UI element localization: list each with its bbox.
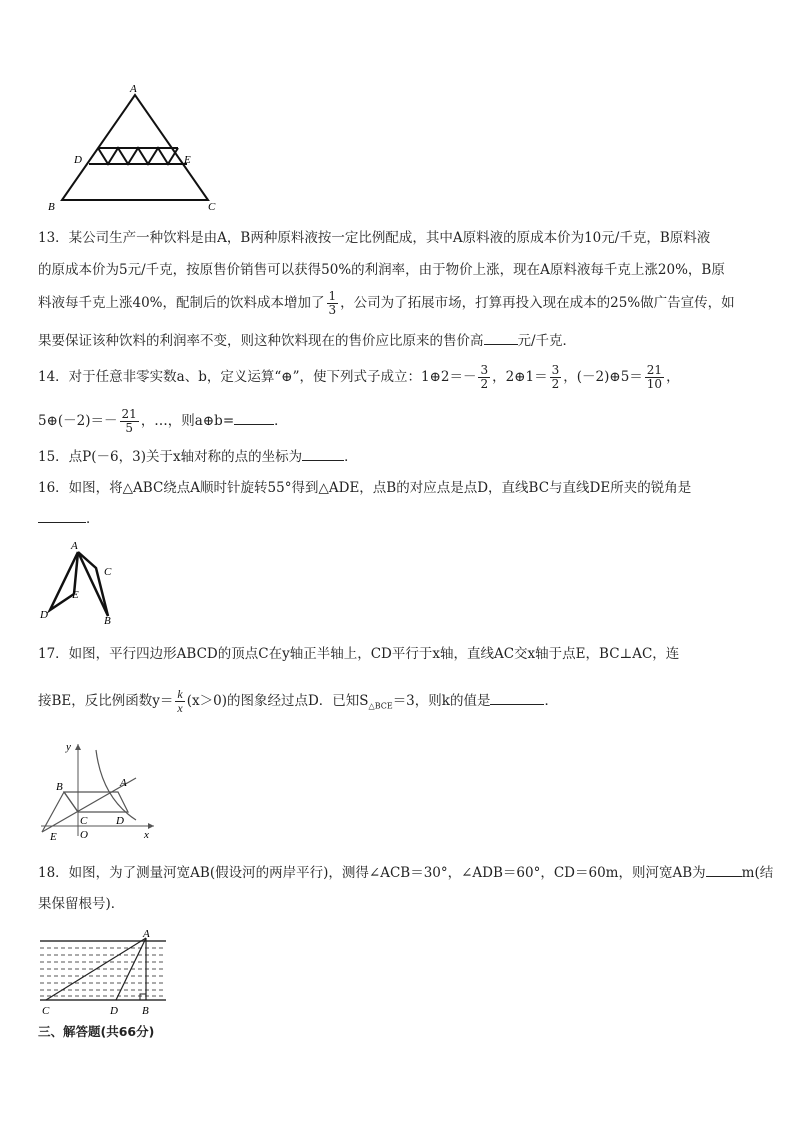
q14-part4: ， [666,369,680,385]
river-label-d: D [110,1005,118,1017]
q14-line2b: ，…，则a⊕b= [140,413,235,429]
q14-end: ． [274,413,288,429]
q13-line4b: 元/千克． [517,333,577,349]
q13-line3a: 料液每千克上涨40%，配制后的饮料成本增加了 [38,295,325,311]
q15-text: 15．点P(－6，3)关于x轴对称的点的坐标为 [38,449,303,465]
q14-fraction3: $\frac{21}{10}$ [646,363,663,391]
triangle-label-e: E [184,154,191,166]
coord-label-y: y [66,741,71,753]
q17-end: ． [544,693,558,709]
q16-line2 [38,508,100,529]
rotation-label-b: B [104,615,111,627]
q13-line4a: 果要保证该种饮料的利润率不变，则这种饮料现在的售价应比原来的售价高 [38,333,484,349]
q14-part2: ，2⊕1＝ [492,369,548,385]
q17-subscript: △BCE [368,701,393,711]
coordinate-figure [36,736,166,844]
q17-fraction: $\frac{k}{x}$ [177,687,183,715]
q13-line3 [38,290,735,317]
q17-line2c: ＝3，则k的值是 [392,693,491,709]
river-label-b: B [142,1005,149,1017]
q14-part1: 14．对于任意非零实数a、b，定义运算“⊕”，使下列式子成立：1⊕2＝－ [38,369,477,385]
river-figure [38,928,170,1016]
q15-line [38,446,358,467]
q13-answer-blank[interactable] [484,330,518,345]
q18-line1 [38,862,773,883]
triangle-label-c: C [208,201,216,213]
q18-line2: 果保留根号)． [38,896,125,912]
rotation-label-d: D [40,609,48,621]
q14-part3: ，(－2)⊕5＝ [563,369,643,385]
q17-line2a: 接BE，反比例函数y＝ [38,693,174,709]
triangle-figure [40,80,230,215]
q17-line2 [38,688,558,717]
q14-fraction4: $\frac{21}{5}$ [121,407,137,435]
q15-answer-blank[interactable] [302,446,344,461]
coord-label-c: C [80,815,88,827]
coord-label-a: A [120,777,127,789]
rotation-label-c: C [104,566,112,578]
coord-label-d: D [116,815,124,827]
rotation-figure [36,538,126,628]
triangle-label-a: A [130,83,137,95]
q15-end: ． [344,449,358,465]
section-heading: 三、解答题(共66分) [38,1024,155,1039]
rotation-label-a: A [71,540,78,552]
q14-answer-blank[interactable] [234,410,274,425]
q16-answer-blank[interactable] [38,508,86,523]
q17-line2b: (x＞0)的图象经过点D．已知S [186,693,369,709]
rotation-label-e: E [72,589,79,601]
river-label-a: A [143,928,150,940]
q14-fraction1: $\frac{3}{2}$ [480,363,489,391]
coord-label-e: E [50,831,57,843]
coord-label-o: O [80,829,88,841]
q14-line1 [38,364,680,391]
triangle-label-d: D [74,154,82,166]
q13-fraction: $\frac{1}{3}$ [328,289,337,317]
coord-label-x: x [144,829,149,841]
q13-line1: 13．某公司生产一种饮料是由A，B两种原料液按一定比例配成，其中A原料液的原成本价为10元/千克，B原料液 [38,230,711,246]
q18-line1b: m(结 [741,865,774,881]
river-label-c: C [42,1005,50,1017]
q14-line2 [38,408,288,435]
q13-line4 [38,330,576,351]
coord-label-b: B [56,781,63,793]
q16-end: ． [86,511,100,527]
q17-line1: 17．如图，平行四边形ABCD的顶点C在y轴正半轴上，CD平行于x轴，直线AC交x轴于点E，BC⊥AC，连 [38,646,680,662]
q14-line2a: 5⊕(－2)＝－ [38,413,118,429]
q17-answer-blank[interactable] [490,690,544,705]
q13-line3b: ，公司为了拓展市场，打算再投入现在成本的25%做广告宣传，如 [340,295,735,311]
q18-answer-blank[interactable] [706,862,742,877]
triangle-label-b: B [48,201,55,213]
q18-line1a: 18．如图，为了测量河宽AB(假设河的两岸平行)，测得∠ACB＝30°，∠ADB＝60°，CD＝60m，则河宽AB为 [38,865,706,881]
q13-line2: 的原成本价为5元/千克，按原售价销售可以获得50%的利润率，由于物价上涨，现在A原料液每千克上涨20%，B原 [38,262,725,278]
q14-fraction2: $\frac{3}{2}$ [551,363,560,391]
q16-line1: 16．如图，将△ABC绕点A顺时针旋转55°得到△ADE，点B的对应点是点D，直线BC与直线DE所夹的锐角是 [38,480,692,496]
